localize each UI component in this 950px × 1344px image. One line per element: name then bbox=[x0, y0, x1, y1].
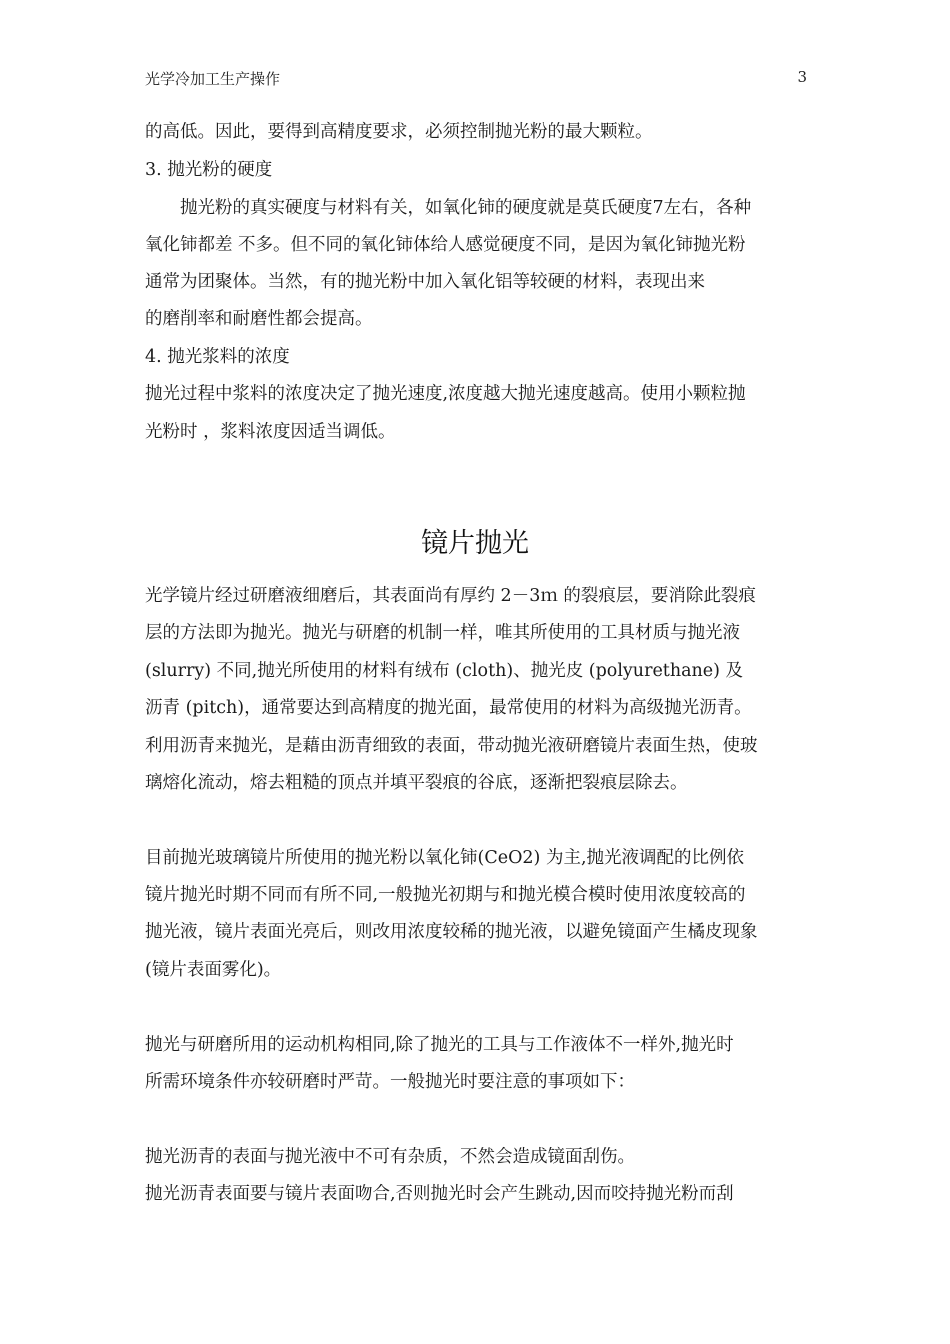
text-line: 璃熔化流动，熔去粗糙的顶点并填平裂痕的谷底，逐渐把裂痕层除去。 bbox=[145, 773, 688, 793]
text-line: 光学镜片经过研磨液细磨后，其表面尚有厚约 2－3ｍ 的裂痕层，要消除此裂痕 bbox=[145, 586, 756, 606]
text-line: 抛光粉的真实硬度与材料有关，如氧化铈的硬度就是莫氏硬度7左右，各种 bbox=[180, 198, 752, 218]
text-line: 抛光液，镜片表面光亮后，则改用浓度较稀的抛光液，以避免镜面产生橘皮现象 bbox=[145, 922, 758, 942]
text-line: (镜片表面雾化)。 bbox=[145, 960, 282, 980]
text-line: 镜片抛光时期不同而有所不同,一般抛光初期与和抛光模合模时使用浓度较高的 bbox=[145, 885, 746, 905]
text-line: (slurry) 不同,抛光所使用的材料有绒布 (cloth)、抛光皮 (polyurethane) 及 bbox=[145, 661, 744, 681]
text-line: 抛光沥青的表面与抛光液中不可有杂质，不然会造成镜面刮伤。 bbox=[145, 1147, 635, 1167]
text-line: 抛光与研磨所用的运动机构相同,除了抛光的工具与工作液体不一样外,抛光时 bbox=[145, 1035, 734, 1055]
text-line: 氧化铈都差 不多。但不同的氧化铈体给人感觉硬度不同，是因为氧化铈抛光粉 bbox=[145, 235, 746, 255]
text-line: 层的方法即为抛光。抛光与研磨的机制一样，唯其所使用的工具材质与抛光液 bbox=[145, 623, 740, 643]
text-line: 的磨削率和耐磨性都会提高。 bbox=[145, 309, 373, 329]
text-line: 沥青 (pitch)，通常要达到高精度的抛光面，最常使用的材料为高级抛光沥青。 bbox=[145, 698, 752, 718]
document-title: 光学冷加工生产操作 bbox=[145, 70, 281, 88]
text-line: 抛光过程中浆料的浓度决定了抛光速度,浓度越大抛光速度越高。使用小颗粒抛 bbox=[145, 384, 746, 404]
page-header bbox=[145, 68, 807, 90]
numbered-heading: 3. 抛光粉的硬度 bbox=[145, 160, 273, 180]
text-line: 所需环境条件亦较研磨时严苛。一般抛光时要注意的事项如下： bbox=[145, 1072, 635, 1092]
text-line: 光粉时 ，浆料浓度因适当调低。 bbox=[145, 422, 396, 442]
text-line: 通常为团聚体。当然，有的抛光粉中加入氧化铝等较硬的材料，表现出来 bbox=[145, 272, 705, 292]
text-line: 目前抛光玻璃镜片所使用的抛光粉以氧化铈(CeO2) 为主,抛光液调配的比例依 bbox=[145, 848, 745, 868]
section-title: 镜片抛光 bbox=[421, 528, 529, 559]
text-line: 利用沥青来抛光，是藉由沥青细致的表面，带动抛光液研磨镜片表面生热，使玻 bbox=[145, 736, 758, 756]
numbered-heading: 4. 抛光浆料的浓度 bbox=[145, 347, 290, 367]
page-number: 3 bbox=[797, 68, 807, 86]
text-line: 的高低。因此，要得到高精度要求，必须控制抛光粉的最大颗粒。 bbox=[145, 122, 653, 142]
text-line: 抛光沥青表面要与镜片表面吻合,否则抛光时会产生跳动,因而咬持抛光粉而刮 bbox=[145, 1184, 734, 1204]
